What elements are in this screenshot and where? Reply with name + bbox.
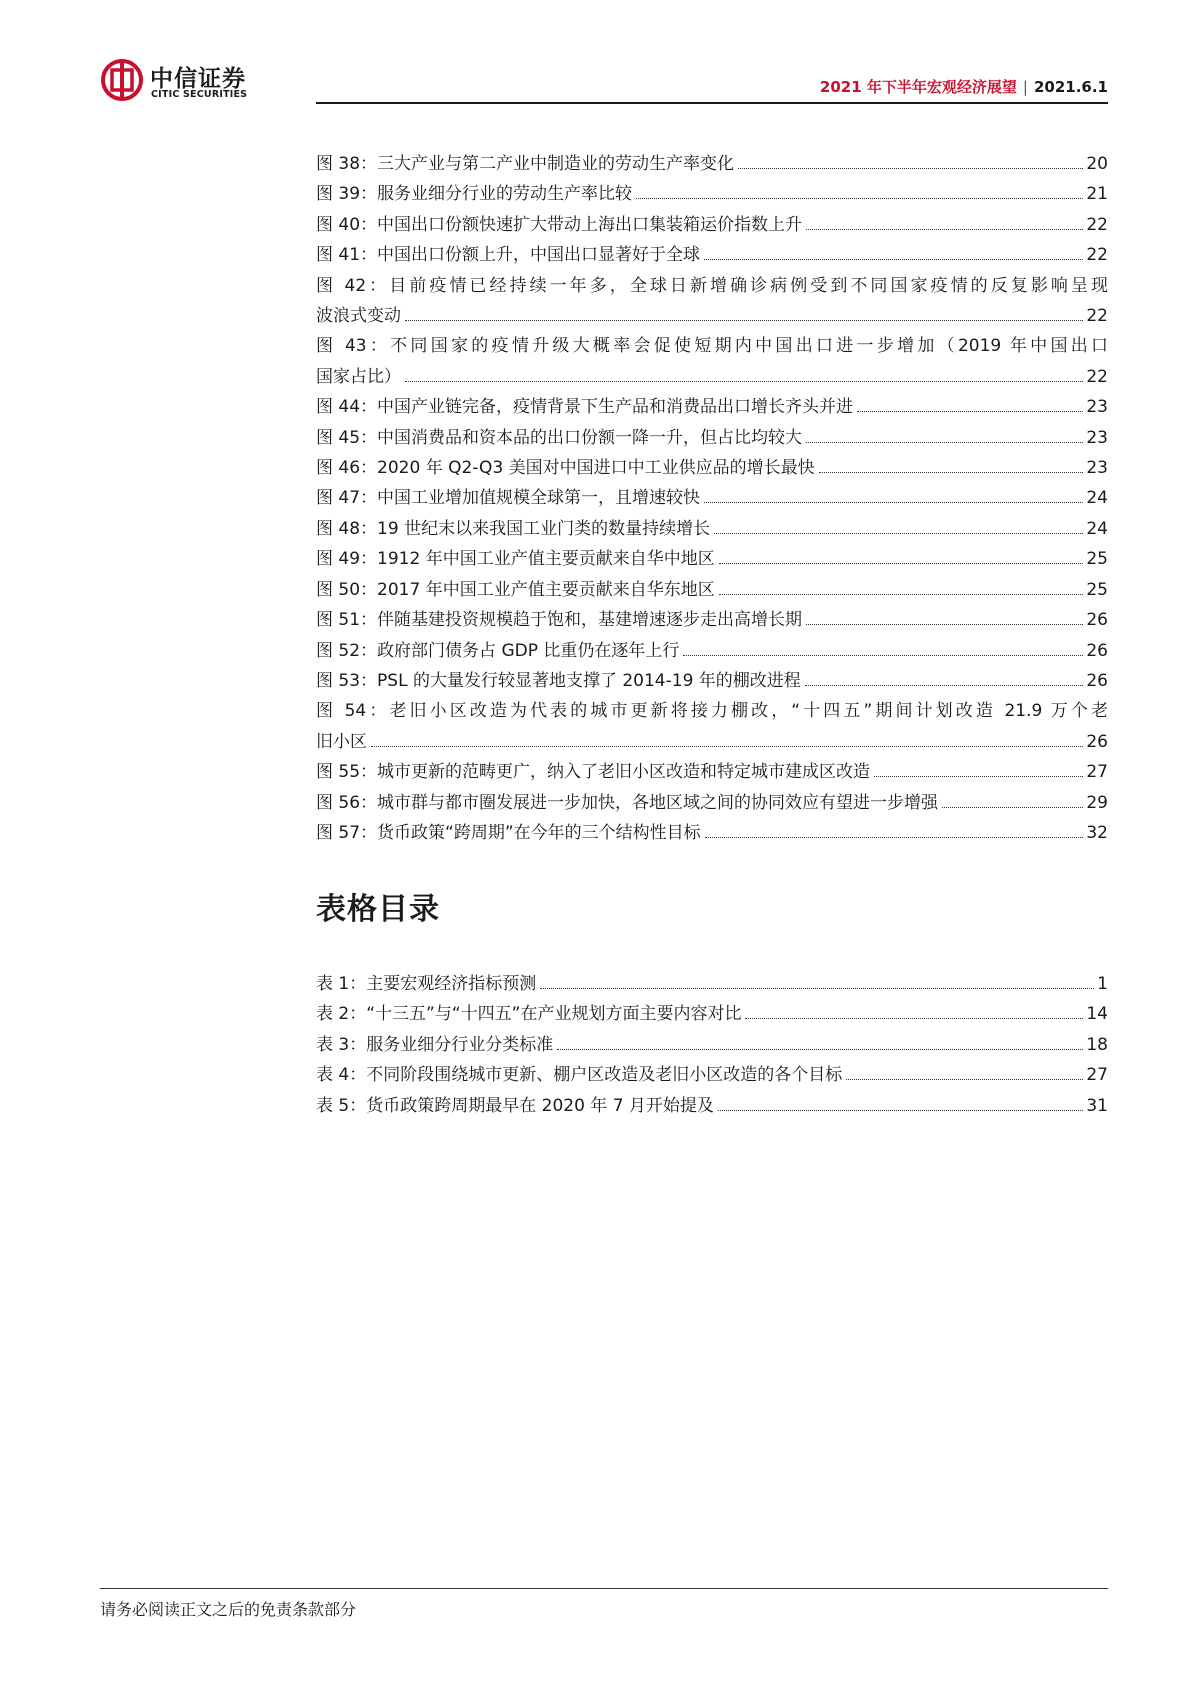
table-leader-row: [316, 1060, 1108, 1090]
figure-leader-row: [316, 240, 1108, 270]
figure-leader-row: [316, 210, 1108, 240]
report-date: 2021.6.1: [1033, 78, 1108, 96]
page-number: 24: [1086, 518, 1108, 539]
figure-title: 国家占比）: [316, 366, 401, 387]
dot-leader: [745, 1018, 1083, 1019]
page-number: 26: [1086, 731, 1108, 752]
citic-emblem-icon: [100, 58, 144, 102]
figure-entry[interactable]: [316, 788, 1108, 818]
page-number: 22: [1086, 214, 1108, 235]
dot-leader: [719, 594, 1084, 595]
figure-title: 图 38：三大产业与第二产业中制造业的劳动生产率变化: [316, 154, 735, 174]
figure-leader-row: [316, 636, 1108, 666]
page-number: 23: [1086, 427, 1108, 448]
page-number: 1: [1097, 974, 1108, 994]
dot-leader: [874, 776, 1083, 777]
page-number: 23: [1086, 458, 1108, 479]
page-number: 25: [1086, 579, 1108, 600]
figure-title: 图 44：中国产业链完备，疫情背景下生产品和消费品出口增长齐头并进: [316, 397, 854, 418]
figure-title-line1: 图 54：老旧小区改造为代表的城市更新将接力棚改，“十四五”期间计划改造 21.9 万个老: [316, 701, 1108, 722]
page-number: 22: [1086, 366, 1108, 387]
figure-list: [316, 149, 1108, 848]
footer-disclaimer: 请务必阅读正文之后的免责条款部分: [100, 1600, 357, 1619]
dot-leader: [805, 685, 1084, 686]
figure-title: 旧小区: [316, 731, 367, 752]
dot-leader: [719, 563, 1084, 564]
page-header: [100, 52, 1108, 106]
figure-entry[interactable]: [316, 149, 1108, 179]
figure-entry[interactable]: [316, 179, 1108, 209]
figure-title: 图 49：1912 年中国工业产值主要贡献来自华中地区: [316, 549, 715, 570]
figure-entry[interactable]: [316, 392, 1108, 422]
page-number: 22: [1086, 306, 1108, 327]
figure-title: 图 51：伴随基建投资规模趋于饱和，基建增速逐步走出高增长期: [316, 610, 803, 631]
figure-leader-row: [316, 362, 1108, 392]
page-number: 22: [1086, 245, 1108, 266]
figure-entry[interactable]: [316, 575, 1108, 605]
figure-entry[interactable]: [316, 271, 1108, 332]
dot-leader: [846, 1079, 1083, 1080]
figure-title-line1: 图 42：目前疫情已经持续一年多，全球日新增确诊病例受到不同国家疫情的反复影响呈现: [316, 275, 1108, 296]
report-header: [820, 76, 1108, 97]
page-number: 27: [1086, 762, 1108, 783]
figure-entry[interactable]: [316, 483, 1108, 513]
figure-entry[interactable]: [316, 423, 1108, 453]
figure-entry[interactable]: [316, 636, 1108, 666]
figure-title: 图 45：中国消费品和资本品的出口份额一降一升，但占比均较大: [316, 427, 803, 448]
header-rule: [316, 102, 1108, 104]
figure-leader-row: [316, 423, 1108, 453]
table-leader-row: [316, 969, 1108, 999]
dot-leader: [405, 381, 1083, 382]
figure-title: 图 56：城市群与都市圈发展进一步加快，各地区域之间的协同效应有望进一步增强: [316, 792, 939, 813]
tables-section-title: 表格目录: [316, 892, 440, 927]
table-entry[interactable]: [316, 1030, 1108, 1060]
page-number: 27: [1086, 1065, 1108, 1086]
figure-leader-row: [316, 757, 1108, 787]
figure-title: 图 57：货币政策“跨周期”在今年的三个结构性目标: [316, 822, 701, 843]
figure-entry[interactable]: [316, 757, 1108, 787]
table-leader-row: [316, 999, 1108, 1029]
dot-leader: [857, 411, 1083, 412]
page-number: 25: [1086, 549, 1108, 570]
figure-leader-row: [316, 605, 1108, 635]
page-number: 14: [1086, 1004, 1108, 1025]
figure-entry[interactable]: [316, 818, 1108, 848]
figure-leader-row: [316, 727, 1108, 757]
table-title: 表 1：主要宏观经济指标预测: [316, 974, 537, 994]
dot-leader: [806, 442, 1083, 443]
page-number: 29: [1086, 792, 1108, 813]
footer-rule: [100, 1588, 1108, 1589]
figure-leader-row: [316, 666, 1108, 696]
figure-title: 波浪式变动: [316, 306, 401, 327]
dot-leader: [405, 320, 1083, 321]
figure-leader-row: [316, 544, 1108, 574]
logo-english-name: CITIC SECURITIES: [151, 89, 248, 100]
citic-logo: [100, 58, 300, 106]
table-entry[interactable]: [316, 1060, 1108, 1090]
figure-entry[interactable]: [316, 210, 1108, 240]
dot-leader: [714, 533, 1083, 534]
dot-leader: [371, 746, 1083, 747]
figure-title: 图 47：中国工业增加值规模全球第一，且增速较快: [316, 488, 701, 509]
figure-entry[interactable]: [316, 331, 1108, 392]
page-number: 26: [1086, 670, 1108, 691]
figure-entry[interactable]: [316, 544, 1108, 574]
figure-title: 图 40：中国出口份额快速扩大带动上海出口集装箱运价指数上升: [316, 214, 803, 235]
figure-entry[interactable]: [316, 240, 1108, 270]
table-entry[interactable]: [316, 969, 1108, 999]
table-entry[interactable]: [316, 1091, 1108, 1121]
figure-entry[interactable]: [316, 514, 1108, 544]
figure-title: 图 41：中国出口份额上升，中国出口显著好于全球: [316, 245, 701, 266]
dot-leader: [806, 624, 1083, 625]
table-title: 表 2：“十三五”与“十四五”在产业规划方面主要内容对比: [316, 1004, 742, 1025]
dot-leader: [540, 988, 1094, 989]
page-number: 18: [1086, 1034, 1108, 1055]
figure-title: 图 50：2017 年中国工业产值主要贡献来自华东地区: [316, 579, 715, 600]
page-number: 21: [1086, 184, 1108, 205]
figure-leader-row: [316, 453, 1108, 483]
logo-chinese-name: 中信证券: [150, 66, 246, 92]
dot-leader: [683, 655, 1083, 656]
dot-leader: [718, 1110, 1083, 1111]
figure-title: 图 52：政府部门债务占 GDP 比重仍在逐年上行: [316, 640, 680, 661]
figure-title: 图 53：PSL 的大量发行较显著地支撑了 2014-19 年的棚改进程: [316, 670, 801, 691]
table-leader-row: [316, 1091, 1108, 1121]
figure-leader-row: [316, 149, 1108, 179]
figure-leader-row: [316, 788, 1108, 818]
header-separator: |: [1022, 78, 1028, 96]
table-entry[interactable]: [316, 999, 1108, 1029]
dot-leader: [942, 807, 1083, 808]
figure-title: 图 39：服务业细分行业的劳动生产率比较: [316, 184, 633, 205]
dot-leader: [806, 229, 1083, 230]
figure-leader-row: [316, 483, 1108, 513]
figure-title-line1: 图 43：不同国家的疫情升级大概率会促使短期内中国出口进一步增加（2019 年中国出口: [316, 336, 1108, 357]
page-number: 23: [1086, 397, 1108, 418]
page-number: 26: [1086, 610, 1108, 631]
figure-entry[interactable]: [316, 666, 1108, 696]
figure-leader-row: [316, 301, 1108, 331]
dot-leader: [636, 198, 1083, 199]
figure-leader-row: [316, 392, 1108, 422]
figure-leader-row: [316, 514, 1108, 544]
table-list: [316, 969, 1108, 1121]
page-number: 26: [1086, 640, 1108, 661]
figure-entry[interactable]: [316, 605, 1108, 635]
figure-leader-row: [316, 818, 1108, 848]
figure-leader-row: [316, 179, 1108, 209]
figure-entry[interactable]: [316, 696, 1108, 757]
page-number: 32: [1086, 822, 1108, 843]
figure-leader-row: [316, 575, 1108, 605]
page-number: 20: [1086, 154, 1108, 174]
figure-title: 图 48：19 世纪末以来我国工业门类的数量持续增长: [316, 518, 711, 539]
figure-title: 图 55：城市更新的范畴更广，纳入了老旧小区改造和特定城市建成区改造: [316, 762, 871, 783]
figure-title: 图 46：2020 年 Q2-Q3 美国对中国进口中工业供应品的增长最快: [316, 458, 815, 479]
table-leader-row: [316, 1030, 1108, 1060]
report-title: 2021 年下半年宏观经济展望: [819, 78, 1017, 96]
table-title: 表 5：货币政策跨周期最早在 2020 年 7 月开始提及: [316, 1095, 714, 1116]
dot-leader: [738, 168, 1083, 169]
table-title: 表 3：服务业细分行业分类标准: [316, 1034, 554, 1055]
dot-leader: [705, 837, 1084, 838]
dot-leader: [704, 259, 1083, 260]
dot-leader: [557, 1049, 1083, 1050]
page-number: 31: [1086, 1095, 1108, 1116]
figure-entry[interactable]: [316, 453, 1108, 483]
dot-leader: [704, 502, 1083, 503]
dot-leader: [819, 472, 1084, 473]
table-title: 表 4：不同阶段围绕城市更新、棚户区改造及老旧小区改造的各个目标: [316, 1065, 843, 1086]
page-number: 24: [1086, 488, 1108, 509]
